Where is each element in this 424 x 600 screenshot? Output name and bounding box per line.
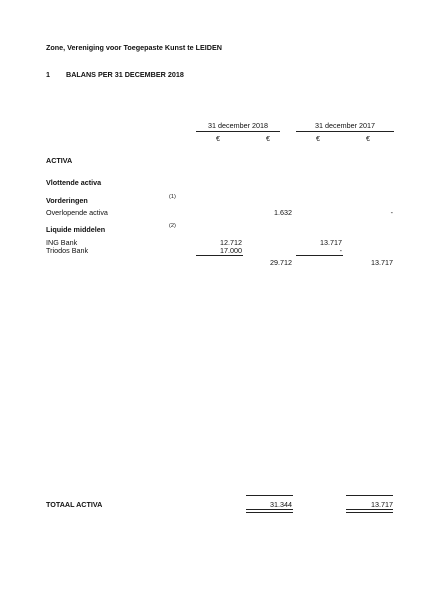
value-overlopende-2017: - xyxy=(390,208,393,217)
organization-title: Zone, Vereniging voor Toegepaste Kunst te LEIDEN xyxy=(46,43,222,52)
column-header-2017: 31 december 2017 xyxy=(315,121,375,130)
column-header-2018: 31 december 2018 xyxy=(208,121,268,130)
row-label-ing-bank: ING Bank xyxy=(46,238,78,247)
note-ref-2: (2) xyxy=(169,223,176,229)
currency-2018-detail: € xyxy=(216,134,220,143)
section-number: 1 xyxy=(46,70,50,79)
currency-2017-total: € xyxy=(366,134,370,143)
value-overlopende-2018: 1.632 xyxy=(274,208,292,217)
vlottende-activa-heading: Vlottende activa xyxy=(46,178,102,187)
value-liquide-total-2017: 13.717 xyxy=(371,258,393,267)
value-ing-2017: 13.717 xyxy=(320,238,342,247)
header-underline-2018 xyxy=(196,131,280,132)
total-double-underline-2018 xyxy=(246,509,293,513)
subtotal-line-2017 xyxy=(296,255,343,256)
value-triodos-2017: - xyxy=(339,246,342,255)
vorderingen-heading: Vorderingen xyxy=(46,196,88,205)
activa-heading: ACTIVA xyxy=(46,156,73,165)
currency-2018-total: € xyxy=(266,134,270,143)
value-liquide-total-2018: 29.712 xyxy=(270,258,292,267)
total-double-underline-2017 xyxy=(346,509,393,513)
total-line-2017 xyxy=(346,495,393,496)
value-triodos-2018: 17.000 xyxy=(220,246,242,255)
currency-2017-detail: € xyxy=(316,134,320,143)
value-ing-2018: 12.712 xyxy=(220,238,242,247)
value-totaal-2017: 13.717 xyxy=(371,500,393,509)
note-ref-1: (1) xyxy=(169,194,176,200)
value-totaal-2018: 31.344 xyxy=(270,500,292,509)
totaal-activa-label: TOTAAL ACTIVA xyxy=(46,500,103,509)
header-underline-2017 xyxy=(296,131,394,132)
row-label-overlopende-activa: Overlopende activa xyxy=(46,208,108,217)
row-label-triodos-bank: Triodos Bank xyxy=(46,246,89,255)
total-line-2018 xyxy=(246,495,293,496)
section-title: BALANS PER 31 DECEMBER 2018 xyxy=(66,70,184,79)
liquide-middelen-heading: Liquide middelen xyxy=(46,225,106,234)
subtotal-line-2018 xyxy=(196,255,243,256)
